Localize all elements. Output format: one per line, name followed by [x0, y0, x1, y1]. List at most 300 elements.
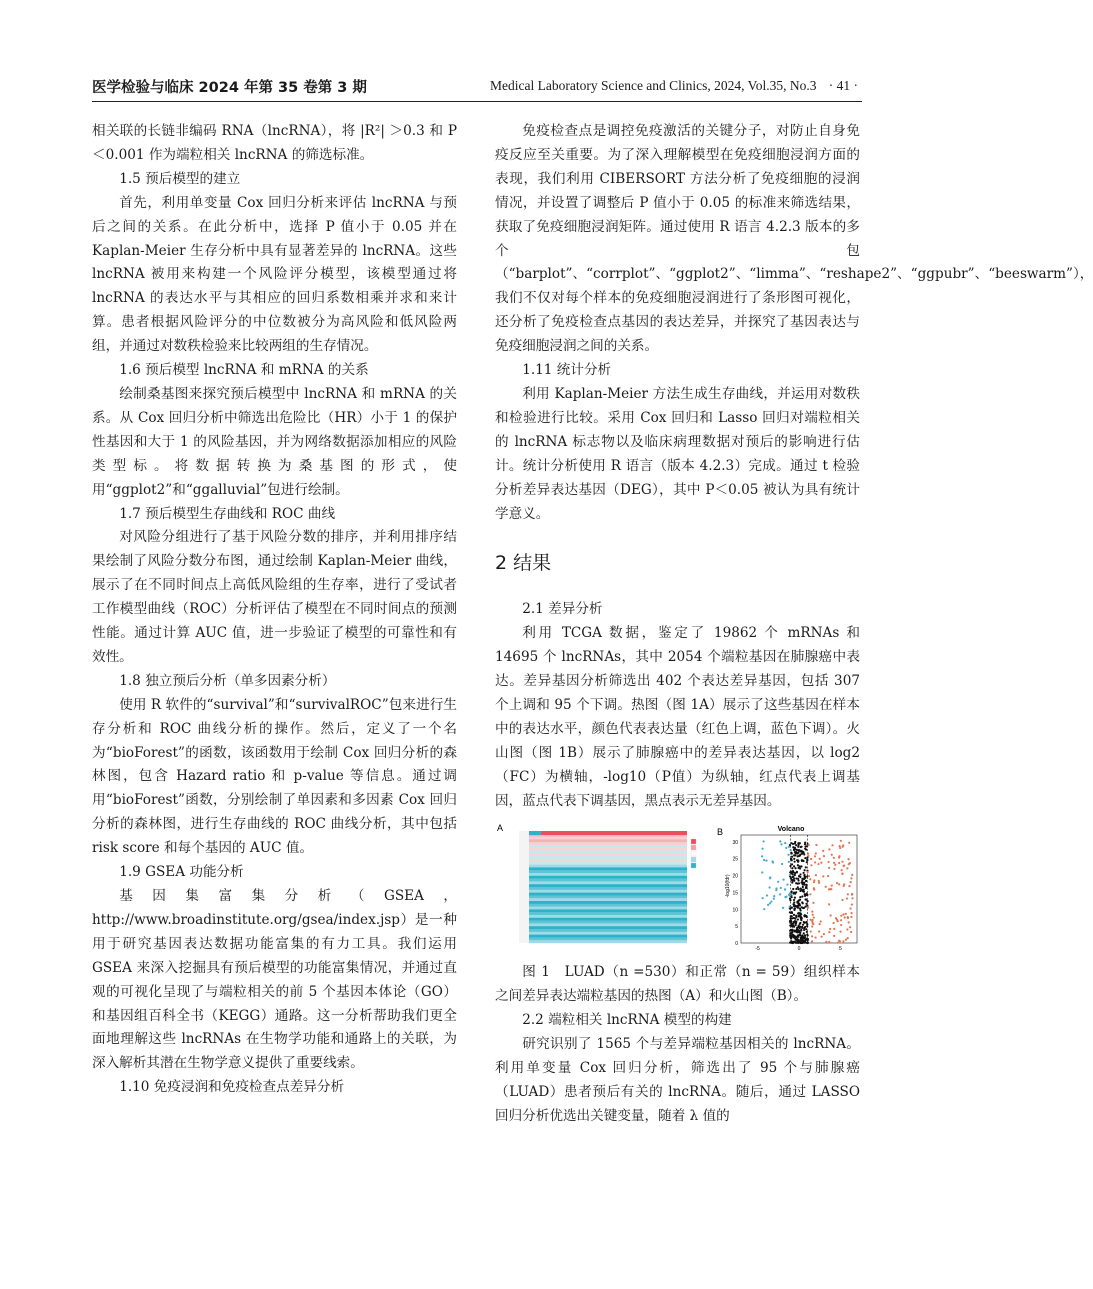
paragraph: 利用 TCGA 数据，鉴定了 19862 个 mRNAs 和 14695 个 lncRNAs，其中 2054 个端粒基因在肺腺癌中表达。差异基因分析筛选出 402 个表达差异基因，包括 307 个上调和 95 个下调。热图（图 1A）展示了这些基因在样本中的表达水平，颜色代表表达量（红色上调，蓝色下调）。火山图（图 1B）展示了肺腺癌中的差异表达基因，以 log2（FC）为横轴，-log10（P值）为纵轴，红点代表上调基因，蓝点代表下调基因，黑点表示无差异基因。 — [495, 625, 860, 809]
volcano-point-ns — [795, 942, 797, 944]
volcano-point-ns — [800, 914, 802, 916]
heatmap-legend-swatch — [691, 857, 696, 862]
volcano-point-down — [784, 897, 786, 899]
volcano-point-ns — [789, 932, 791, 934]
volcano-point-ns — [804, 926, 806, 928]
volcano-point-up — [823, 856, 825, 858]
volcano-point-ns — [791, 918, 793, 920]
volcano-point-ns — [794, 861, 796, 863]
volcano-point-up — [831, 845, 833, 847]
heatmap-legend-swatch — [691, 863, 696, 868]
volcano-point-down — [761, 856, 763, 858]
volcano-point-up — [827, 875, 829, 877]
heatmap-row — [529, 854, 687, 857]
volcano-point-ns — [797, 919, 799, 921]
volcano-point-ns — [791, 868, 793, 870]
volcano-point-up — [839, 931, 841, 933]
volcano-point-up — [822, 876, 824, 878]
volcano-x-tick: 0 — [797, 946, 801, 953]
volcano-point-up — [812, 914, 814, 916]
volcano-point-down — [784, 842, 786, 844]
volcano-point-ns — [793, 908, 795, 910]
volcano-point-ns — [793, 849, 795, 851]
volcano-x-tick: 5 — [839, 946, 842, 953]
volcano-point-ns — [799, 910, 801, 912]
volcano-point-down — [784, 889, 786, 891]
volcano-point-ns — [807, 942, 809, 944]
volcano-point-up — [830, 915, 832, 917]
volcano-point-ns — [800, 920, 802, 922]
volcano-point-ns — [795, 888, 797, 890]
volcano-point-ns — [790, 907, 792, 909]
panel-label-a: A — [497, 823, 504, 834]
heatmap-row — [529, 876, 687, 879]
heatmap-row — [529, 899, 687, 902]
volcano-point-up — [851, 904, 853, 906]
volcano-point-ns — [795, 878, 797, 880]
volcano-point-up — [847, 859, 849, 861]
page-number: · 41 · — [828, 78, 858, 93]
volcano-point-ns — [805, 899, 807, 901]
figure-1 — [495, 821, 860, 951]
volcano-title: Volcano — [777, 826, 805, 834]
heatmap-row — [529, 890, 687, 893]
volcano-point-ns — [800, 846, 802, 848]
volcano-point-up — [842, 914, 844, 916]
volcano-point-up — [829, 888, 831, 890]
volcano-point-ns — [797, 844, 799, 846]
volcano-point-up — [842, 865, 844, 867]
volcano-point-ns — [805, 903, 807, 905]
volcano-point-down — [769, 878, 771, 880]
volcano-point-ns — [797, 880, 799, 882]
volcano-point-up — [847, 894, 849, 896]
section-heading: 1.11 统计分析 — [522, 362, 612, 379]
volcano-point-up — [846, 898, 848, 900]
volcano-point-ns — [805, 887, 807, 889]
volcano-y-tick: 30 — [732, 840, 738, 847]
volcano-point-down — [763, 859, 765, 861]
heatmap-row — [529, 907, 687, 910]
volcano-point-ns — [795, 924, 797, 926]
volcano-point-up — [815, 937, 817, 939]
volcano-point-up — [847, 937, 849, 939]
heatmap-row — [529, 901, 687, 904]
heatmap-row — [529, 848, 687, 851]
heatmap-row — [529, 921, 687, 924]
volcano-point-down — [777, 881, 779, 883]
volcano-point-ns — [791, 879, 793, 881]
volcano-point-up — [831, 885, 833, 887]
volcano-point-ns — [797, 931, 799, 933]
volcano-point-ns — [796, 872, 798, 874]
volcano-point-up — [809, 919, 811, 921]
volcano-point-up — [828, 941, 830, 943]
volcano-y-axis-label: -log10(fdr) — [725, 874, 731, 899]
volcano-point-ns — [797, 926, 799, 928]
volcano-point-up — [810, 865, 812, 867]
volcano-point-ns — [791, 853, 793, 855]
volcano-point-up — [849, 927, 851, 929]
heatmap-row — [529, 932, 687, 935]
volcano-point-up — [850, 878, 852, 880]
volcano-point-up — [836, 919, 838, 921]
volcano-point-ns — [798, 934, 800, 936]
section-heading: 1.7 预后模型生存曲线和 ROC 曲线 — [119, 505, 336, 522]
paragraph: 首先，利用单变量 Cox 回归分析来评估 lncRNA 与预后之间的关系。在此分析中，选择 P 值小于 0.05 并在 Kaplan-Meier 生存分析中具有显著差异的 lncRNA。这些 lncRNA 被用来构建一个风险评分模型，该模型通过将 lncRNA 的表达水平与其相应的回归系数相乘并求和来计算。患者根据风险评分的中位数被分为高风险和低风险两组，并通过对数秩检验来比较两组的生存情况。 — [92, 194, 457, 355]
volcano-point-up — [833, 868, 835, 870]
volcano-point-up — [828, 931, 830, 933]
volcano-point-up — [807, 871, 809, 873]
volcano-point-up — [812, 923, 814, 925]
volcano-point-up — [817, 863, 819, 865]
volcano-point-down — [762, 898, 764, 900]
volcano-point-ns — [800, 929, 802, 931]
volcano-point-up — [815, 874, 817, 876]
heatmap-row — [529, 915, 687, 918]
volcano-point-down — [769, 903, 771, 905]
volcano-y-tick: 15 — [732, 890, 738, 897]
volcano-point-up — [834, 864, 836, 866]
volcano-point-up — [836, 882, 838, 884]
volcano-point-up — [810, 931, 812, 933]
volcano-point-up — [842, 941, 844, 943]
volcano-point-up — [851, 893, 853, 895]
volcano-point-ns — [805, 884, 807, 886]
volcano-point-ns — [793, 866, 795, 868]
volcano-point-ns — [805, 867, 807, 869]
heatmap-row — [529, 938, 687, 941]
volcano-point-ns — [790, 843, 792, 845]
paragraph: 相关联的长链非编码 RNA（lncRNA），将 |R²| ＞0.3 和 P＜0.001 作为端粒相关 lncRNA 的筛选标准。 — [92, 123, 457, 163]
volcano-point-up — [811, 919, 813, 921]
volcano-point-up — [850, 882, 852, 884]
section-heading: 1.6 预后模型 lncRNA 和 mRNA 的关系 — [119, 362, 369, 379]
volcano-point-up — [820, 862, 822, 864]
volcano-point-up — [840, 840, 842, 842]
heatmap-row — [529, 924, 687, 927]
volcano-point-down — [767, 904, 769, 906]
volcano-y-tick: 25 — [732, 857, 738, 864]
volcano-y-tick: 20 — [732, 873, 738, 880]
volcano-point-up — [808, 876, 810, 878]
volcano-point-ns — [804, 846, 806, 848]
volcano-point-up — [819, 858, 821, 860]
volcano-y-tick: 0 — [735, 941, 738, 948]
volcano-point-up — [812, 902, 814, 904]
volcano-point-ns — [806, 859, 808, 861]
volcano-point-ns — [793, 937, 795, 939]
volcano-point-ns — [791, 929, 793, 931]
volcano-point-down — [765, 860, 767, 862]
volcano-point-up — [849, 863, 851, 865]
volcano-point-down — [780, 844, 782, 846]
volcano-point-up — [840, 915, 842, 917]
volcano-point-ns — [804, 870, 806, 872]
paragraph: 基因集富集分析（GSEA，http://www.broadinstitute.org/gsea/index.jsp）是一种用于研究基因表达数据功能富集的有力工具。我们运用 GSEA 来深入挖掘具有预后模型的功能富集情况，并通过直观的可视化呈现了与端粒相关的前 5 个基因本体论（GO）和基因组百科全书（KEGG）通路。这一分析帮助我们更全面地理解这些 lncRNAs 在生物学功能和通路上的关联，为深入解析其潜在生物学意义提供了重要线索。 — [92, 888, 457, 1072]
heatmap-row — [529, 882, 687, 885]
paragraph: 利用 Kaplan-Meier 方法生成生存曲线，并运用对数秩和检验进行比较。采用 Cox 回归和 Lasso 回归对端粒相关的 lncRNA 标志物以及临床病理数据对预后的影响进行估计。统计分析使用 R 语言（版本 4.2.3）完成。通过 t 检验分析差异表达基因（DEG），其中 P＜0.05 被认为具有统计学意义。 — [495, 385, 860, 522]
volcano-point-ns — [797, 889, 799, 891]
volcano-point-ns — [804, 858, 806, 860]
journal-title-en: Medical Laboratory Science and Clinics, 2024, Vol.35, No.3 — [490, 78, 817, 93]
heatmap-row — [529, 885, 687, 888]
volcano-point-up — [827, 861, 829, 863]
volcano-point-ns — [794, 893, 796, 895]
heatmap-row — [529, 887, 687, 890]
volcano-point-up — [846, 929, 848, 931]
volcano-point-up — [845, 913, 847, 915]
volcano-point-ns — [803, 884, 805, 886]
volcano-point-up — [815, 844, 817, 846]
volcano-point-ns — [791, 856, 793, 858]
heatmap-row — [529, 893, 687, 896]
volcano-point-up — [807, 853, 809, 855]
volcano-point-ns — [799, 908, 801, 910]
volcano-point-ns — [792, 888, 794, 890]
volcano-point-up — [839, 847, 841, 849]
volcano-point-up — [833, 862, 835, 864]
volcano-point-down — [762, 841, 764, 843]
volcano-point-ns — [797, 846, 799, 848]
volcano-point-ns — [797, 867, 799, 869]
volcano-point-ns — [801, 880, 803, 882]
volcano-point-ns — [801, 926, 803, 928]
volcano-point-ns — [791, 916, 793, 918]
volcano-point-down — [790, 850, 792, 852]
volcano-point-up — [850, 931, 852, 933]
volcano-point-up — [811, 941, 813, 943]
running-header — [92, 74, 862, 100]
volcano-point-down — [787, 854, 789, 856]
volcano-point-ns — [793, 858, 795, 860]
volcano-point-ns — [791, 864, 793, 866]
volcano-plot — [732, 835, 857, 952]
volcano-point-ns — [801, 902, 803, 904]
volcano-point-down — [779, 841, 781, 843]
volcano-point-up — [828, 849, 830, 851]
heatmap-row — [529, 871, 687, 874]
volcano-point-up — [813, 888, 815, 890]
volcano-point-ns — [796, 929, 798, 931]
volcano-point-ns — [799, 905, 801, 907]
volcano-point-up — [810, 858, 812, 860]
volcano-point-ns — [799, 899, 801, 901]
volcano-point-ns — [801, 940, 803, 942]
section-heading: 1.8 独立预后分析（单多因素分析） — [119, 672, 336, 689]
volcano-point-ns — [797, 913, 799, 915]
section-heading: 1.9 GSEA 功能分析 — [119, 864, 244, 881]
volcano-point-up — [825, 886, 827, 888]
volcano-point-ns — [802, 886, 804, 888]
volcano-point-up — [819, 923, 821, 925]
volcano-point-ns — [802, 872, 804, 874]
panel-label-b: B — [717, 827, 724, 838]
volcano-point-up — [850, 916, 852, 918]
volcano-point-up — [828, 904, 830, 906]
volcano-point-up — [815, 853, 817, 855]
volcano-point-up — [809, 879, 811, 881]
heatmap-annotation-normal — [529, 831, 541, 835]
volcano-point-ns — [805, 880, 807, 882]
volcano-point-ns — [799, 874, 801, 876]
volcano-point-up — [842, 846, 844, 848]
volcano-point-ns — [797, 852, 799, 854]
header-rule — [92, 101, 862, 102]
volcano-point-up — [851, 898, 853, 900]
volcano-point-up — [807, 907, 809, 909]
volcano-point-ns — [796, 938, 798, 940]
volcano-point-down — [789, 906, 791, 908]
heatmap-row — [529, 843, 687, 846]
volcano-point-ns — [789, 844, 791, 846]
volcano-point-ns — [793, 880, 795, 882]
left-column — [92, 120, 457, 1100]
volcano-point-up — [825, 941, 827, 943]
heatmap-row — [529, 918, 687, 921]
heatmap-row — [529, 910, 687, 913]
volcano-point-up — [811, 926, 813, 928]
heatmap-legend-swatch — [691, 839, 696, 844]
volcano-point-up — [831, 854, 833, 856]
heatmap-row — [529, 857, 687, 860]
volcano-point-down — [785, 847, 787, 849]
volcano-point-ns — [796, 906, 798, 908]
heatmap-legend-swatch — [691, 845, 696, 850]
volcano-point-up — [841, 861, 843, 863]
volcano-point-up — [838, 857, 840, 859]
volcano-point-down — [768, 887, 770, 889]
volcano-point-up — [808, 844, 810, 846]
volcano-point-ns — [793, 899, 795, 901]
volcano-point-ns — [806, 925, 808, 927]
figure-1-graphic — [495, 821, 860, 951]
volcano-point-up — [838, 862, 840, 864]
volcano-point-down — [775, 888, 777, 890]
volcano-point-up — [823, 934, 825, 936]
volcano-point-ns — [806, 931, 808, 933]
volcano-point-up — [833, 857, 835, 859]
volcano-point-ns — [796, 902, 798, 904]
heatmap-annotation-tumor — [541, 831, 687, 835]
volcano-point-ns — [801, 896, 803, 898]
volcano-point-up — [820, 936, 822, 938]
heatmap-row — [529, 845, 687, 848]
volcano-point-up — [846, 868, 848, 870]
volcano-point-ns — [803, 942, 805, 944]
volcano-point-down — [773, 895, 775, 897]
volcano-point-up — [813, 917, 815, 919]
heatmap-row — [529, 941, 687, 944]
volcano-point-down — [763, 909, 765, 911]
volcano-point-up — [828, 867, 830, 869]
volcano-point-up — [848, 922, 850, 924]
heatmap-row — [529, 929, 687, 932]
volcano-point-ns — [799, 896, 801, 898]
volcano-point-ns — [791, 873, 793, 875]
volcano-point-ns — [791, 860, 793, 862]
volcano-point-up — [822, 850, 824, 852]
volcano-point-ns — [801, 938, 803, 940]
section-heading: 1.5 预后模型的建立 — [119, 170, 241, 187]
volcano-point-up — [839, 941, 841, 943]
volcano-point-ns — [799, 890, 801, 892]
heatmap-row — [529, 862, 687, 865]
section-heading: 2.1 差异分析 — [522, 601, 603, 618]
volcano-point-ns — [789, 898, 791, 900]
volcano-point-ns — [792, 934, 794, 936]
volcano-point-ns — [791, 924, 793, 926]
volcano-point-ns — [800, 942, 802, 944]
volcano-point-ns — [795, 916, 797, 918]
volcano-point-up — [840, 920, 842, 922]
volcano-point-ns — [800, 917, 802, 919]
journal-title-cn: 医学检验与临床 2024 年第 35 卷第 3 期 — [92, 80, 367, 96]
volcano-point-up — [851, 874, 853, 876]
volcano-point-up — [833, 935, 835, 937]
volcano-point-ns — [800, 866, 802, 868]
volcano-point-up — [818, 931, 820, 933]
volcano-point-up — [850, 912, 852, 914]
volcano-point-up — [841, 899, 843, 901]
volcano-point-down — [782, 907, 784, 909]
volcano-point-up — [814, 862, 816, 864]
volcano-point-ns — [804, 915, 806, 917]
volcano-point-up — [841, 870, 843, 872]
volcano-point-ns — [794, 843, 796, 845]
volcano-point-ns — [803, 891, 805, 893]
heatmap-legend-swatch — [691, 851, 696, 856]
heatmap-row — [529, 904, 687, 907]
volcano-point-down — [762, 848, 764, 850]
volcano-y-tick: 5 — [735, 924, 738, 931]
volcano-point-up — [811, 936, 813, 938]
volcano-point-ns — [790, 912, 792, 914]
volcano-point-up — [845, 939, 847, 941]
results-heading: 2 结果 — [495, 552, 552, 575]
volcano-point-ns — [794, 868, 796, 870]
heatmap — [519, 831, 696, 943]
volcano-point-ns — [806, 862, 808, 864]
volcano-point-up — [832, 922, 834, 924]
volcano-point-up — [849, 908, 851, 910]
volcano-point-ns — [794, 852, 796, 854]
volcano-point-ns — [805, 929, 807, 931]
volcano-point-ns — [803, 878, 805, 880]
paragraph: 对风险分组进行了基于风险分数的排序，并利用排序结果绘制了风险分数分布图，通过绘制 Kaplan-Meier 曲线，展示了在不同时间点上高低风险组的生存率，进行了受试者工作模型曲线（ROC）分析评估了模型在不同时间点的预测性能。通过计算 AUC 值，进一步验证了模型的可靠性和有效性。 — [92, 529, 457, 665]
volcano-point-up — [820, 921, 822, 923]
heatmap-row — [529, 865, 687, 868]
volcano-point-up — [839, 845, 841, 847]
volcano-point-down — [789, 893, 791, 895]
volcano-point-ns — [793, 902, 795, 904]
volcano-point-ns — [794, 874, 796, 876]
volcano-point-up — [840, 924, 842, 926]
volcano-point-ns — [799, 876, 801, 878]
section-heading: 1.10 免疫浸润和免疫检查点差异分析 — [119, 1079, 345, 1096]
volcano-point-up — [807, 855, 809, 857]
volcano-point-up — [818, 882, 820, 884]
volcano-point-up — [841, 873, 843, 875]
volcano-point-ns — [798, 916, 800, 918]
volcano-point-ns — [792, 923, 794, 925]
right-column — [495, 120, 1093, 1129]
volcano-point-ns — [796, 860, 798, 862]
volcano-point-up — [813, 880, 815, 882]
heatmap-row — [529, 868, 687, 871]
volcano-point-down — [782, 879, 784, 881]
volcano-point-up — [844, 917, 846, 919]
